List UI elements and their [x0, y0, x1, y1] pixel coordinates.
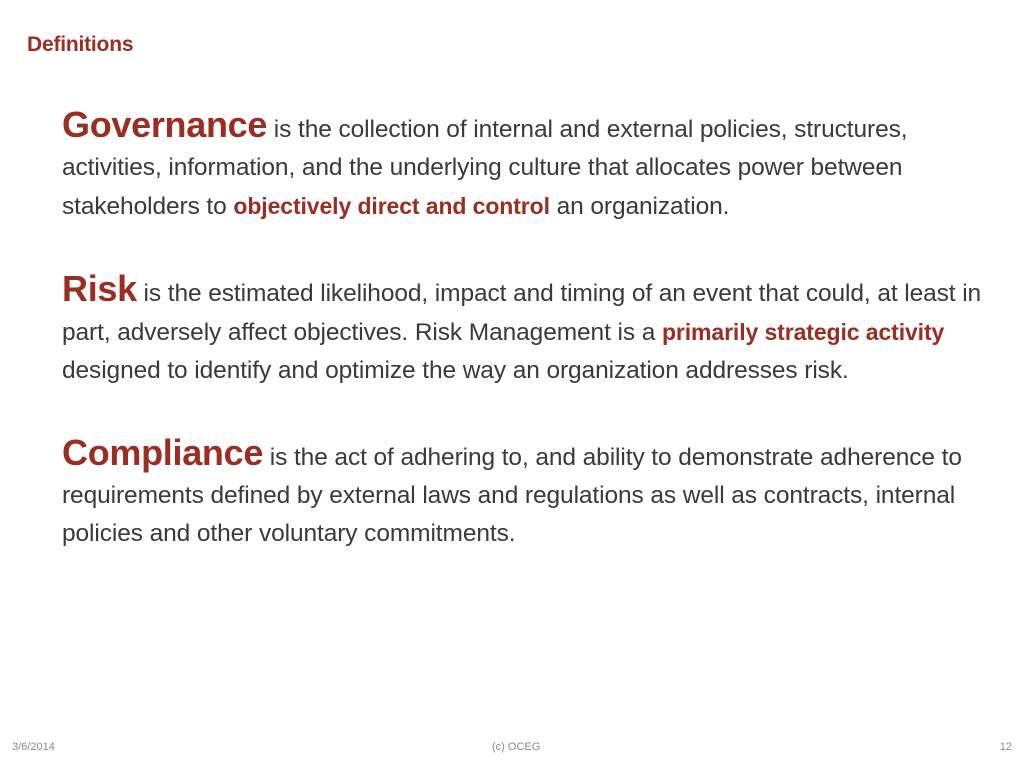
footer-copyright: (c) OCEG	[492, 741, 541, 753]
footer-page-number: 12	[999, 741, 1012, 753]
slide-title: Definitions	[27, 33, 134, 56]
footer-date: 3/6/2014	[12, 741, 55, 753]
definition-risk-text: is the estimated likelihood, impact and timing of an event that could, at least in part, adversely affect objectives. Risk Management is a	[62, 280, 982, 346]
definition-governance	[62, 106, 992, 226]
term-compliance: Compliance	[62, 432, 264, 473]
definition-risk-highlight: primarily strategic activity	[661, 319, 945, 345]
definition-compliance	[62, 434, 992, 553]
definitions-list	[62, 106, 992, 553]
term-risk: Risk	[62, 268, 137, 309]
definition-risk-text-end: designed to identify and optimize the way an organization addresses risk.	[62, 357, 849, 384]
definition-compliance-text: is the act of adhering to, and ability to demonstrate adherence to requirements defined by external laws and regulations as well as contracts, internal policies and other voluntary commitments.	[62, 444, 962, 547]
definition-risk	[62, 270, 992, 390]
definition-governance-highlight: objectively direct and control	[233, 193, 550, 219]
definition-governance-text: is the collection of internal and external policies, structures, activities, information, and the underlying culture that allocates power between stakeholders to	[62, 116, 908, 220]
term-governance: Governance	[62, 104, 268, 145]
definition-governance-text-end: an organization.	[549, 193, 730, 220]
